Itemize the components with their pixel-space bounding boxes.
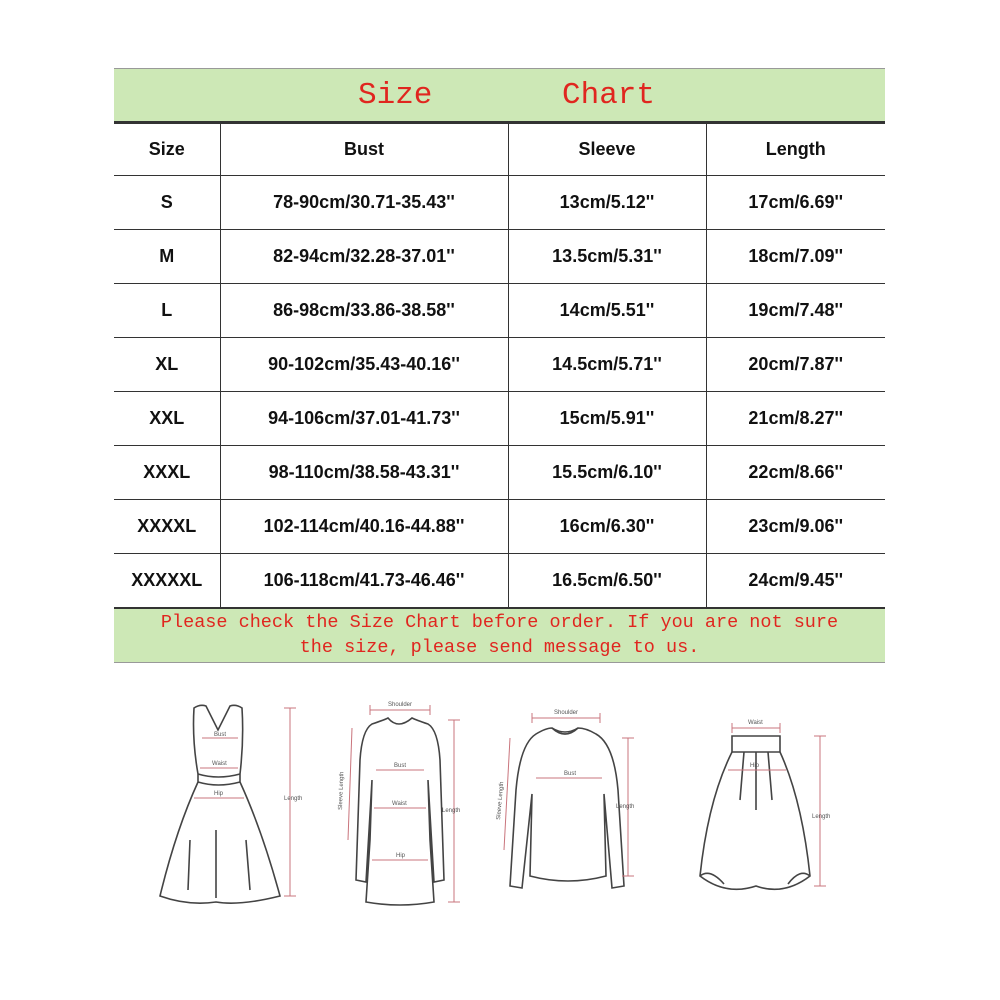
long-dress-waist-label: Waist <box>392 801 407 807</box>
cell-sleeve: 14.5cm/5.71'' <box>508 338 706 392</box>
sweater-shoulder-label: Shoulder <box>554 710 579 716</box>
cell-size: L <box>114 284 220 338</box>
cell-size: S <box>114 176 220 230</box>
cell-length: 24cm/9.45'' <box>706 554 885 608</box>
cell-length: 19cm/7.48'' <box>706 284 885 338</box>
long-dress-sleeve-label: Sleeve Length <box>338 771 346 811</box>
header-bust: Bust <box>220 124 508 176</box>
cell-bust: 98-110cm/38.58-43.31'' <box>220 446 508 500</box>
cell-sleeve: 13cm/5.12'' <box>508 176 706 230</box>
sleeveless-dress-illustration <box>150 690 320 920</box>
table-row <box>114 500 885 554</box>
header-length: Length <box>706 124 885 176</box>
sweater-bust-label: Bust <box>564 771 577 777</box>
table-row <box>114 284 885 338</box>
sweater-illustration <box>490 690 640 920</box>
table-row <box>114 392 885 446</box>
cell-bust: 78-90cm/30.71-35.43'' <box>220 176 508 230</box>
cell-sleeve: 16.5cm/6.50'' <box>508 554 706 608</box>
cell-bust: 94-106cm/37.01-41.73'' <box>220 392 508 446</box>
note-line-2: the size, please send message to us. <box>299 637 700 658</box>
cell-length: 22cm/8.66'' <box>706 446 885 500</box>
long-dress-length-label: Length <box>442 808 461 814</box>
size-note <box>114 608 885 663</box>
cell-sleeve: 14cm/5.51'' <box>508 284 706 338</box>
long-dress-shoulder-label: Shoulder <box>388 702 413 708</box>
cell-bust: 90-102cm/35.43-40.16'' <box>220 338 508 392</box>
cell-bust: 106-118cm/41.73-46.46'' <box>220 554 508 608</box>
cell-size: XL <box>114 338 220 392</box>
skirt-length-label: Length <box>812 814 830 820</box>
cell-size: XXXXXL <box>114 554 220 608</box>
dress-waist-label: Waist <box>212 761 227 767</box>
cell-length: 20cm/7.87'' <box>706 338 885 392</box>
skirt-waist-label: Waist <box>748 720 763 726</box>
long-dress-hip-label: Hip <box>396 853 406 859</box>
cell-length: 21cm/8.27'' <box>706 392 885 446</box>
table-row <box>114 338 885 392</box>
skirt-hip-label: Hip <box>750 763 760 769</box>
title-chart: Chart <box>562 78 656 113</box>
table-row <box>114 554 885 608</box>
sweater-sleeve-label: Sleeve Length <box>496 781 506 821</box>
table-row <box>114 230 885 284</box>
cell-size: XXXL <box>114 446 220 500</box>
header-sleeve: Sleeve <box>508 124 706 176</box>
dress-length-label: Length <box>284 796 303 802</box>
cell-size: XXL <box>114 392 220 446</box>
cell-sleeve: 15cm/5.91'' <box>508 392 706 446</box>
size-chart <box>114 68 885 663</box>
cell-length: 23cm/9.06'' <box>706 500 885 554</box>
dress-bust-label: Bust <box>214 732 227 738</box>
cell-length: 17cm/6.69'' <box>706 176 885 230</box>
chart-title-bar <box>114 68 885 123</box>
sweater-length-label: Length <box>616 804 635 810</box>
size-table <box>114 123 885 608</box>
note-line-1: Please check the Size Chart before order. If you are not sure <box>160 612 839 633</box>
cell-size: M <box>114 230 220 284</box>
table-header-row <box>114 124 885 176</box>
cell-bust: 86-98cm/33.86-38.58'' <box>220 284 508 338</box>
cell-bust: 82-94cm/32.28-37.01'' <box>220 230 508 284</box>
table-row <box>114 176 885 230</box>
cell-sleeve: 13.5cm/5.31'' <box>508 230 706 284</box>
cell-sleeve: 15.5cm/6.10'' <box>508 446 706 500</box>
table-row <box>114 446 885 500</box>
cell-sleeve: 16cm/6.30'' <box>508 500 706 554</box>
header-size: Size <box>114 124 220 176</box>
long-dress-illustration <box>330 690 470 920</box>
cell-size: XXXXL <box>114 500 220 554</box>
cell-bust: 102-114cm/40.16-44.88'' <box>220 500 508 554</box>
skirt-illustration <box>680 690 830 920</box>
long-dress-bust-label: Bust <box>394 763 407 769</box>
dress-hip-label: Hip <box>214 791 224 797</box>
title-size: Size <box>358 78 433 113</box>
cell-length: 18cm/7.09'' <box>706 230 885 284</box>
